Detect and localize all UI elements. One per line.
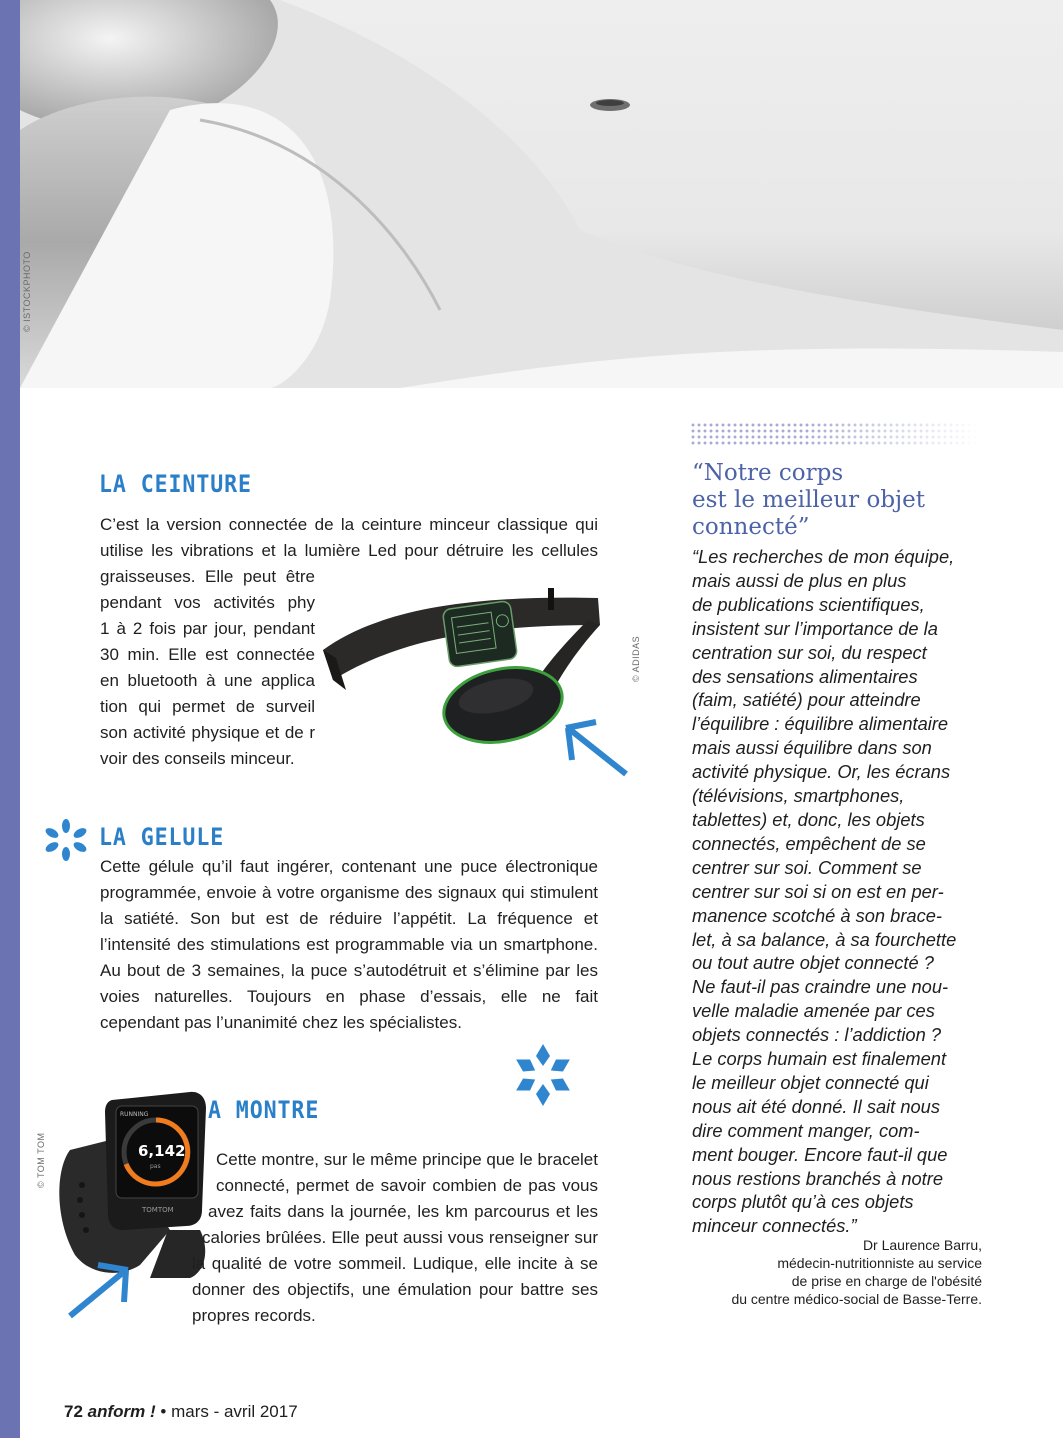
ceinture-narrow-line-3: 1 à 2 fois par jour, pendant	[100, 619, 315, 638]
quote-line: connectés, empêchent de se	[692, 832, 926, 854]
footer-separator: •	[160, 1402, 167, 1421]
page-number: 72	[64, 1402, 83, 1421]
quote-title-line-1: “Notre corps	[692, 460, 844, 486]
ceinture-narrow-line-7: son activité physique et de r	[100, 723, 315, 742]
ceinture-narrow-line-4: 30 min. Elle est connectée	[100, 645, 315, 664]
montre-line-7: propres records.	[192, 1306, 316, 1325]
quote-line: (télévisions, smartphones,	[692, 785, 905, 807]
belt-photo-credit: © ADIDAS	[631, 635, 641, 682]
quote-line: insistent sur l’importance de la	[692, 617, 938, 639]
ceinture-narrow-line-8: voir des conseils minceur.	[100, 749, 295, 768]
quote-title-line-3: connecté”	[692, 514, 810, 540]
ceinture-text-narrow	[100, 564, 315, 772]
quote-line: centrer sur soi si on est en per-	[692, 880, 944, 902]
quote-line: let, à sa balance, à sa fourchette	[692, 928, 957, 950]
ceinture-narrow-line-6: tion qui permet de surveil	[100, 697, 315, 716]
gelule-text: Cette gélule qu’il faut ingérer, contenant une puce électronique programmée, envoie à votre organisme des signaux qui stimulent la satiété. Son but est de réduire l’appétit. La fréquence et l’intensité des stimulations est programmable via un smartphone. Au bout de 3 semaines, la puce s’autodétruit et s’élimine par les voies naturelles. Toujours en phase d’essais, elle ne fait cependant pas l’unanimité chez les spécialistes.	[100, 857, 598, 1032]
quote-line: objets connectés : l’addiction ?	[692, 1024, 941, 1046]
magazine-brand: anform !	[87, 1402, 156, 1421]
page-footer	[64, 1402, 298, 1422]
quote-line: velle maladie amenée par ces	[692, 1000, 935, 1022]
issue-date: mars - avril 2017	[171, 1402, 298, 1421]
section-title-ceinture: LA CEINTURE	[99, 470, 252, 498]
hero-photo	[20, 0, 1063, 388]
quote-line: (faim, satiété) pour atteindre	[692, 689, 921, 711]
quote-line: tablettes) et, donc, les objets	[692, 808, 925, 830]
montre-text	[192, 1147, 598, 1329]
ceinture-text-full	[100, 512, 598, 564]
signature-line-1: Dr Laurence Barru,	[862, 1237, 982, 1253]
quote-line: de publications scientifiques,	[692, 593, 925, 615]
montre-line-6: donner des objectifs, une émulation pour battre ses	[192, 1280, 598, 1299]
quote-line: corps plutôt qu’à ces objets	[692, 1191, 914, 1213]
svg-text:RUNNING: RUNNING	[120, 1111, 149, 1118]
ceinture-line-1: C’est la version connectée de la ceinture minceur classique qui	[100, 515, 598, 534]
hero-photo-illustration	[20, 0, 1063, 388]
quote-line: nous ait été donné. Il sait nous	[692, 1095, 940, 1117]
quote-line: des sensations alimentaires	[692, 665, 918, 687]
ceinture-narrow-line-5: en bluetooth à une applica	[100, 671, 315, 690]
quote-line: “Les recherches de mon équipe,	[692, 546, 955, 567]
quote-title-line-2: est le meilleur objet	[692, 487, 926, 513]
ceinture-line-2: utilise les vibrations et la lumière Led pour détruire les cellules	[100, 541, 598, 560]
montre-line-1: Cette montre, sur le même principe que le bracelet	[216, 1150, 598, 1169]
montre-line-2: connecté, permet de savoir combien de pas vous	[216, 1176, 598, 1195]
sparkle-icon	[44, 818, 88, 862]
quote-line: centrer sur soi. Comment se	[692, 856, 922, 878]
quote-line: activité physique. Or, les écrans	[692, 761, 951, 783]
quote-line: Ne faut-il pas craindre une nou-	[692, 976, 949, 998]
montre-line-4: calories brûlées. Elle peut aussi vous renseigner sur	[202, 1228, 598, 1247]
quote-title	[692, 460, 982, 541]
quote-line: mais aussi équilibre dans son	[692, 737, 932, 759]
arrow-pointer-icon	[560, 718, 632, 780]
section-title-gelule: LA GELULE	[99, 823, 225, 851]
signature-line-3: de prise en charge de l'obésité	[791, 1273, 982, 1289]
watch-screen-unit: pas	[150, 1163, 161, 1170]
quote-line: ou tout autre objet connecté ?	[692, 952, 934, 974]
quote-line: dire comment manger, com-	[692, 1119, 920, 1141]
quote-signature	[640, 1236, 982, 1308]
quote-line: centration sur soi, du respect	[692, 641, 927, 663]
dotted-ornament	[690, 422, 980, 446]
quote-body	[692, 545, 984, 1238]
quote-line: nous restions branchés à notre	[692, 1167, 944, 1189]
side-color-bar	[0, 0, 20, 1438]
montre-line-5: la qualité de votre sommeil. Ludique, elle incite à se	[192, 1254, 598, 1273]
signature-line-2: médecin-nutritionniste au service	[777, 1255, 982, 1271]
quote-line: manence scotché à son brace-	[692, 904, 942, 926]
quote-line: Le corps humain est finalement	[692, 1048, 947, 1070]
hero-photo-credit: © ISTOCKPHOTO	[22, 251, 32, 332]
watch-screen-value: 6,142	[138, 1142, 186, 1160]
quote-line: mais aussi de plus en plus	[692, 569, 907, 591]
ceinture-narrow-line-1: graisseuses. Elle peut être	[100, 567, 315, 586]
arrow-pointer-icon	[64, 1262, 136, 1322]
sparkle-icon	[508, 1040, 578, 1110]
section-title-montre: A MONTRE	[208, 1096, 320, 1124]
quote-line: l’équilibre : équilibre alimentaire	[692, 713, 949, 735]
ceinture-narrow-line-2: pendant vos activités phy	[100, 593, 315, 612]
quote-line: le meilleur objet connecté qui	[692, 1071, 929, 1093]
watch-photo-credit: © TOM TOM	[36, 1132, 46, 1188]
watch-brand: TOMTOM	[142, 1206, 174, 1214]
quote-line: minceur connectés.”	[692, 1215, 857, 1237]
montre-line-3: avez faits dans la journée, les km parcourus et les	[208, 1202, 598, 1221]
signature-line-4: du centre médico-social de Basse-Terre.	[731, 1291, 982, 1307]
quote-line: ment bouger. Encore faut-il que	[692, 1143, 948, 1165]
